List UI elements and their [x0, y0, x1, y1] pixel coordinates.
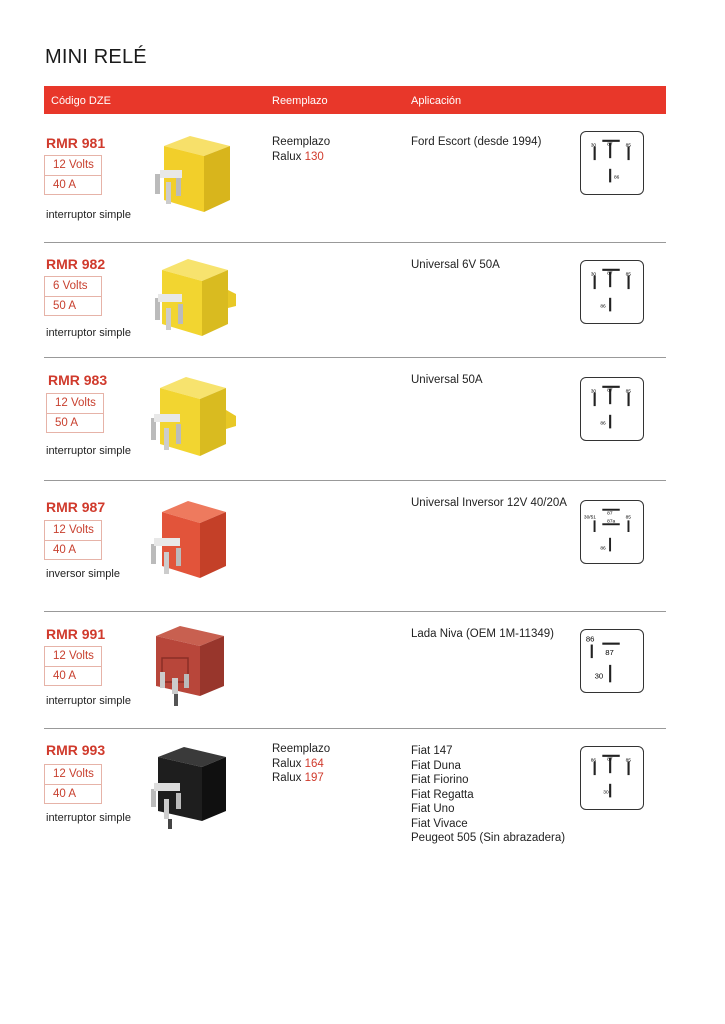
- application-item: Fiat 147: [411, 745, 453, 757]
- pin-diagram: [580, 500, 644, 564]
- spec-box: [44, 764, 102, 804]
- spec-box: [44, 276, 102, 316]
- spec-box: [44, 520, 102, 560]
- product-code: RMR 993: [46, 742, 106, 758]
- header-replacement: Reemplazo: [272, 95, 328, 107]
- svg-text:30: 30: [590, 143, 597, 149]
- product-row: [44, 612, 666, 729]
- header-code: Código DZE: [51, 95, 111, 107]
- replacement-line: Ralux 197: [272, 772, 324, 784]
- relay-type: interruptor simple: [46, 812, 131, 824]
- application-item: Universal 6V 50A: [411, 259, 500, 271]
- current-spec: 50 A: [45, 296, 101, 315]
- svg-text:85: 85: [625, 272, 631, 278]
- pin-diagram: [580, 260, 644, 324]
- svg-text:30/51: 30/51: [583, 515, 596, 521]
- product-code: RMR 991: [46, 626, 106, 642]
- svg-text:86: 86: [600, 304, 606, 310]
- svg-text:30: 30: [590, 272, 597, 278]
- pin-diagram: [580, 377, 644, 441]
- product-row: [44, 243, 666, 358]
- page-title: MINI RELÉ: [45, 46, 147, 68]
- table-header: [44, 86, 666, 114]
- product-code: RMR 981: [46, 135, 106, 151]
- svg-text:87: 87: [607, 388, 613, 394]
- spec-box: [44, 646, 102, 686]
- svg-text:87: 87: [607, 271, 613, 277]
- relay-photo: [152, 256, 240, 343]
- product-row: [44, 729, 666, 859]
- product-code: RMR 983: [48, 372, 108, 388]
- product-row: [44, 481, 666, 612]
- relay-photo: [152, 134, 237, 219]
- svg-text:30: 30: [590, 389, 597, 395]
- product-code: RMR 982: [46, 256, 106, 272]
- relay-photo: [148, 498, 232, 587]
- current-spec: 40 A: [45, 540, 101, 559]
- voltage-spec: 12 Volts: [53, 524, 94, 536]
- voltage-spec: 12 Volts: [55, 397, 96, 409]
- svg-text:87: 87: [607, 511, 613, 517]
- product-code: RMR 987: [46, 499, 106, 515]
- application-item: Universal 50A: [411, 374, 483, 386]
- application-item: Ford Escort (desde 1994): [411, 136, 542, 148]
- relay-type: interruptor simple: [46, 209, 131, 221]
- voltage-spec: 6 Volts: [53, 280, 88, 292]
- svg-text:30: 30: [603, 790, 609, 796]
- replacement-list: [272, 135, 330, 164]
- relay-photo: [148, 374, 240, 463]
- replacement-line: Reemplazo: [272, 136, 331, 148]
- current-spec: 40 A: [45, 175, 101, 194]
- application-item: Universal Inversor 12V 40/20A: [411, 497, 567, 509]
- svg-text:30: 30: [594, 671, 604, 681]
- replacement-line: Ralux 130: [272, 150, 324, 163]
- application-item: Fiat Fiorino: [411, 774, 469, 786]
- svg-text:86: 86: [590, 758, 597, 764]
- svg-text:85: 85: [625, 389, 631, 395]
- svg-text:87: 87: [605, 648, 614, 658]
- svg-text:87: 87: [607, 142, 613, 148]
- application-item: Peugeot 505 (Sin abrazadera): [411, 832, 566, 844]
- application-list: [411, 373, 483, 388]
- application-item: Fiat Duna: [411, 759, 461, 772]
- application-list: [411, 135, 541, 150]
- application-item: Lada Niva (OEM 1M-11349): [411, 628, 554, 640]
- product-row: [44, 114, 666, 243]
- voltage-spec: 12 Volts: [53, 159, 94, 171]
- relay-photo: [150, 624, 230, 715]
- relay-type: interruptor simple: [46, 327, 131, 339]
- current-spec: 40 A: [45, 666, 101, 685]
- product-row: [44, 358, 666, 481]
- svg-text:85: 85: [625, 143, 631, 149]
- svg-text:86: 86: [585, 634, 595, 644]
- spec-box: [44, 155, 102, 195]
- application-list: [411, 627, 554, 642]
- voltage-spec: 12 Volts: [53, 650, 94, 662]
- svg-text:86: 86: [600, 421, 606, 427]
- application-item: Fiat Regatta: [411, 788, 474, 801]
- header-application: Aplicación: [411, 95, 462, 107]
- relay-type: interruptor simple: [46, 695, 131, 707]
- application-list: [411, 744, 565, 846]
- svg-text:86: 86: [600, 546, 606, 552]
- replacement-list: [272, 742, 330, 786]
- relay-photo: [148, 745, 232, 838]
- application-list: [411, 258, 500, 273]
- pin-diagram: [580, 131, 644, 195]
- pin-diagram: [580, 629, 644, 693]
- svg-text:85: 85: [625, 515, 631, 521]
- application-list: [411, 496, 567, 511]
- svg-text:87: 87: [607, 757, 613, 763]
- svg-text:87a: 87a: [607, 519, 616, 525]
- voltage-spec: 12 Volts: [53, 768, 94, 780]
- svg-text:85: 85: [625, 758, 631, 764]
- application-item: Fiat Vivace: [411, 817, 468, 830]
- relay-type: inversor simple: [46, 568, 120, 580]
- replacement-line: Ralux 164: [272, 757, 324, 770]
- current-spec: 50 A: [47, 413, 103, 432]
- current-spec: 40 A: [45, 784, 101, 803]
- svg-text:86: 86: [613, 175, 620, 181]
- relay-type: interruptor simple: [46, 445, 131, 457]
- application-item: Fiat Uno: [411, 803, 455, 815]
- pin-diagram: [580, 746, 644, 810]
- replacement-line: Reemplazo: [272, 743, 331, 755]
- spec-box: [46, 393, 104, 433]
